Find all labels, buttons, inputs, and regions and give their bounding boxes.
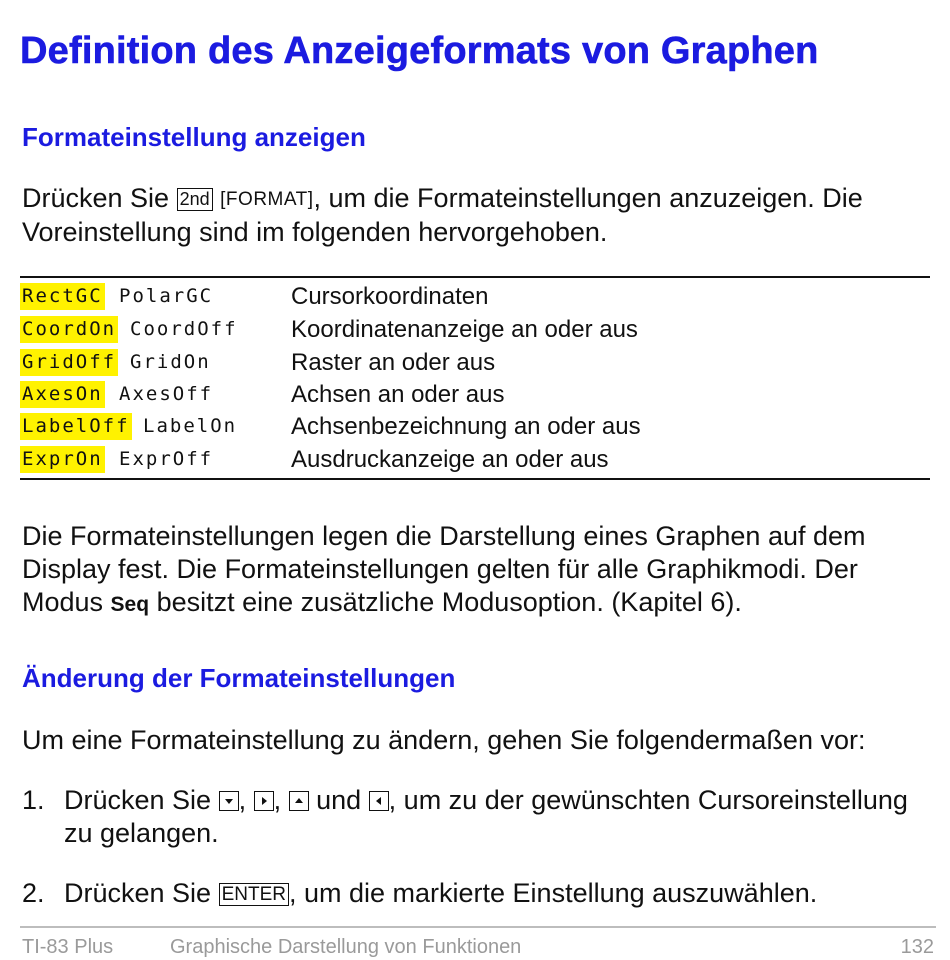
default-option: RectGC xyxy=(20,283,105,310)
format-explanation-paragraph xyxy=(22,520,927,621)
step-1-after: , um zu der gewünschten Cursoreinstellung zu gelangen. xyxy=(64,785,908,848)
default-option: ExprOn xyxy=(20,446,105,473)
table-row xyxy=(20,378,930,411)
step-2-before: Drücken Sie xyxy=(64,878,219,908)
option-description: Raster an oder aus xyxy=(291,349,496,376)
step-1-before: Drücken Sie xyxy=(64,785,219,815)
step-number: 1. xyxy=(22,785,45,815)
down-arrow-key-icon xyxy=(219,791,239,811)
paragraph-text-before: Die Formateinstellungen legen die Darstellung eines Graphen auf dem Display fest. Die Formateinstellungen gelten für alle Graphikmodi. Der Modus xyxy=(22,521,866,617)
intro-text-after: , um die Formateinstellungen anzuzeigen. Die Voreinstellung sind im folgenden hervorgehoben. xyxy=(22,183,863,247)
default-option: LabelOff xyxy=(20,413,132,440)
step-2-text xyxy=(64,877,924,910)
step-1-text xyxy=(64,784,924,850)
key-format: [FORMAT] xyxy=(220,189,314,210)
default-option: AxesOn xyxy=(20,381,105,408)
footer-product: TI-83 Plus xyxy=(22,936,114,958)
option-description: Achsenbezeichnung an oder aus xyxy=(291,413,641,440)
section-heading-display-format: Formateinstellung anzeigen xyxy=(22,122,366,152)
option-description: Koordinatenanzeige an oder aus xyxy=(291,316,638,343)
page-title: Definition des Anzeigeformats von Graphen xyxy=(20,30,819,72)
option-description: Cursorkoordinaten xyxy=(291,283,489,310)
left-arrow-key-icon xyxy=(369,791,389,811)
step-number: 2. xyxy=(22,878,45,908)
format-settings-table xyxy=(20,276,930,480)
footer-page-number: 132 xyxy=(900,936,934,958)
alternate-option: ExprOff xyxy=(119,448,214,470)
option-description: Ausdruckanzeige an oder aus xyxy=(291,446,609,473)
right-arrow-key-icon xyxy=(254,791,274,811)
step-1-and: und xyxy=(308,785,369,815)
table-row xyxy=(20,346,930,379)
table-row xyxy=(20,443,930,476)
option-description: Achsen an oder aus xyxy=(291,381,505,408)
seq-mode-label: Seq xyxy=(110,593,150,616)
intro-paragraph xyxy=(22,182,927,249)
alternate-option: CoordOff xyxy=(130,318,238,340)
up-arrow-key-icon xyxy=(289,791,309,811)
default-option: GridOff xyxy=(20,349,118,376)
footer-divider xyxy=(20,926,936,928)
step-2-after: , um die markierte Einstellung auszuwählen. xyxy=(288,878,818,908)
alternate-option: LabelOn xyxy=(143,415,238,437)
section-heading-change-format: Änderung der Formateinstellungen xyxy=(22,663,456,693)
alternate-option: PolarGC xyxy=(119,285,214,307)
key-2nd: 2nd xyxy=(177,188,213,211)
step-1-separator: , xyxy=(273,785,289,815)
change-intro-paragraph: Um eine Formateinstellung zu ändern, gehen Sie folgendermaßen vor: xyxy=(22,725,866,755)
table-row xyxy=(20,280,930,313)
footer-chapter: Graphische Darstellung von Funktionen xyxy=(170,936,522,958)
alternate-option: AxesOff xyxy=(119,383,214,405)
alternate-option: GridOn xyxy=(130,351,211,373)
table-row xyxy=(20,410,930,443)
key-enter: ENTER xyxy=(219,883,289,906)
table-row xyxy=(20,313,930,346)
paragraph-text-after: besitzt eine zusätzliche Modusoption. (Kapitel 6). xyxy=(149,587,742,617)
intro-text-before: Drücken Sie xyxy=(22,183,170,213)
step-1-separator: , xyxy=(238,785,254,815)
default-option: CoordOn xyxy=(20,316,118,343)
